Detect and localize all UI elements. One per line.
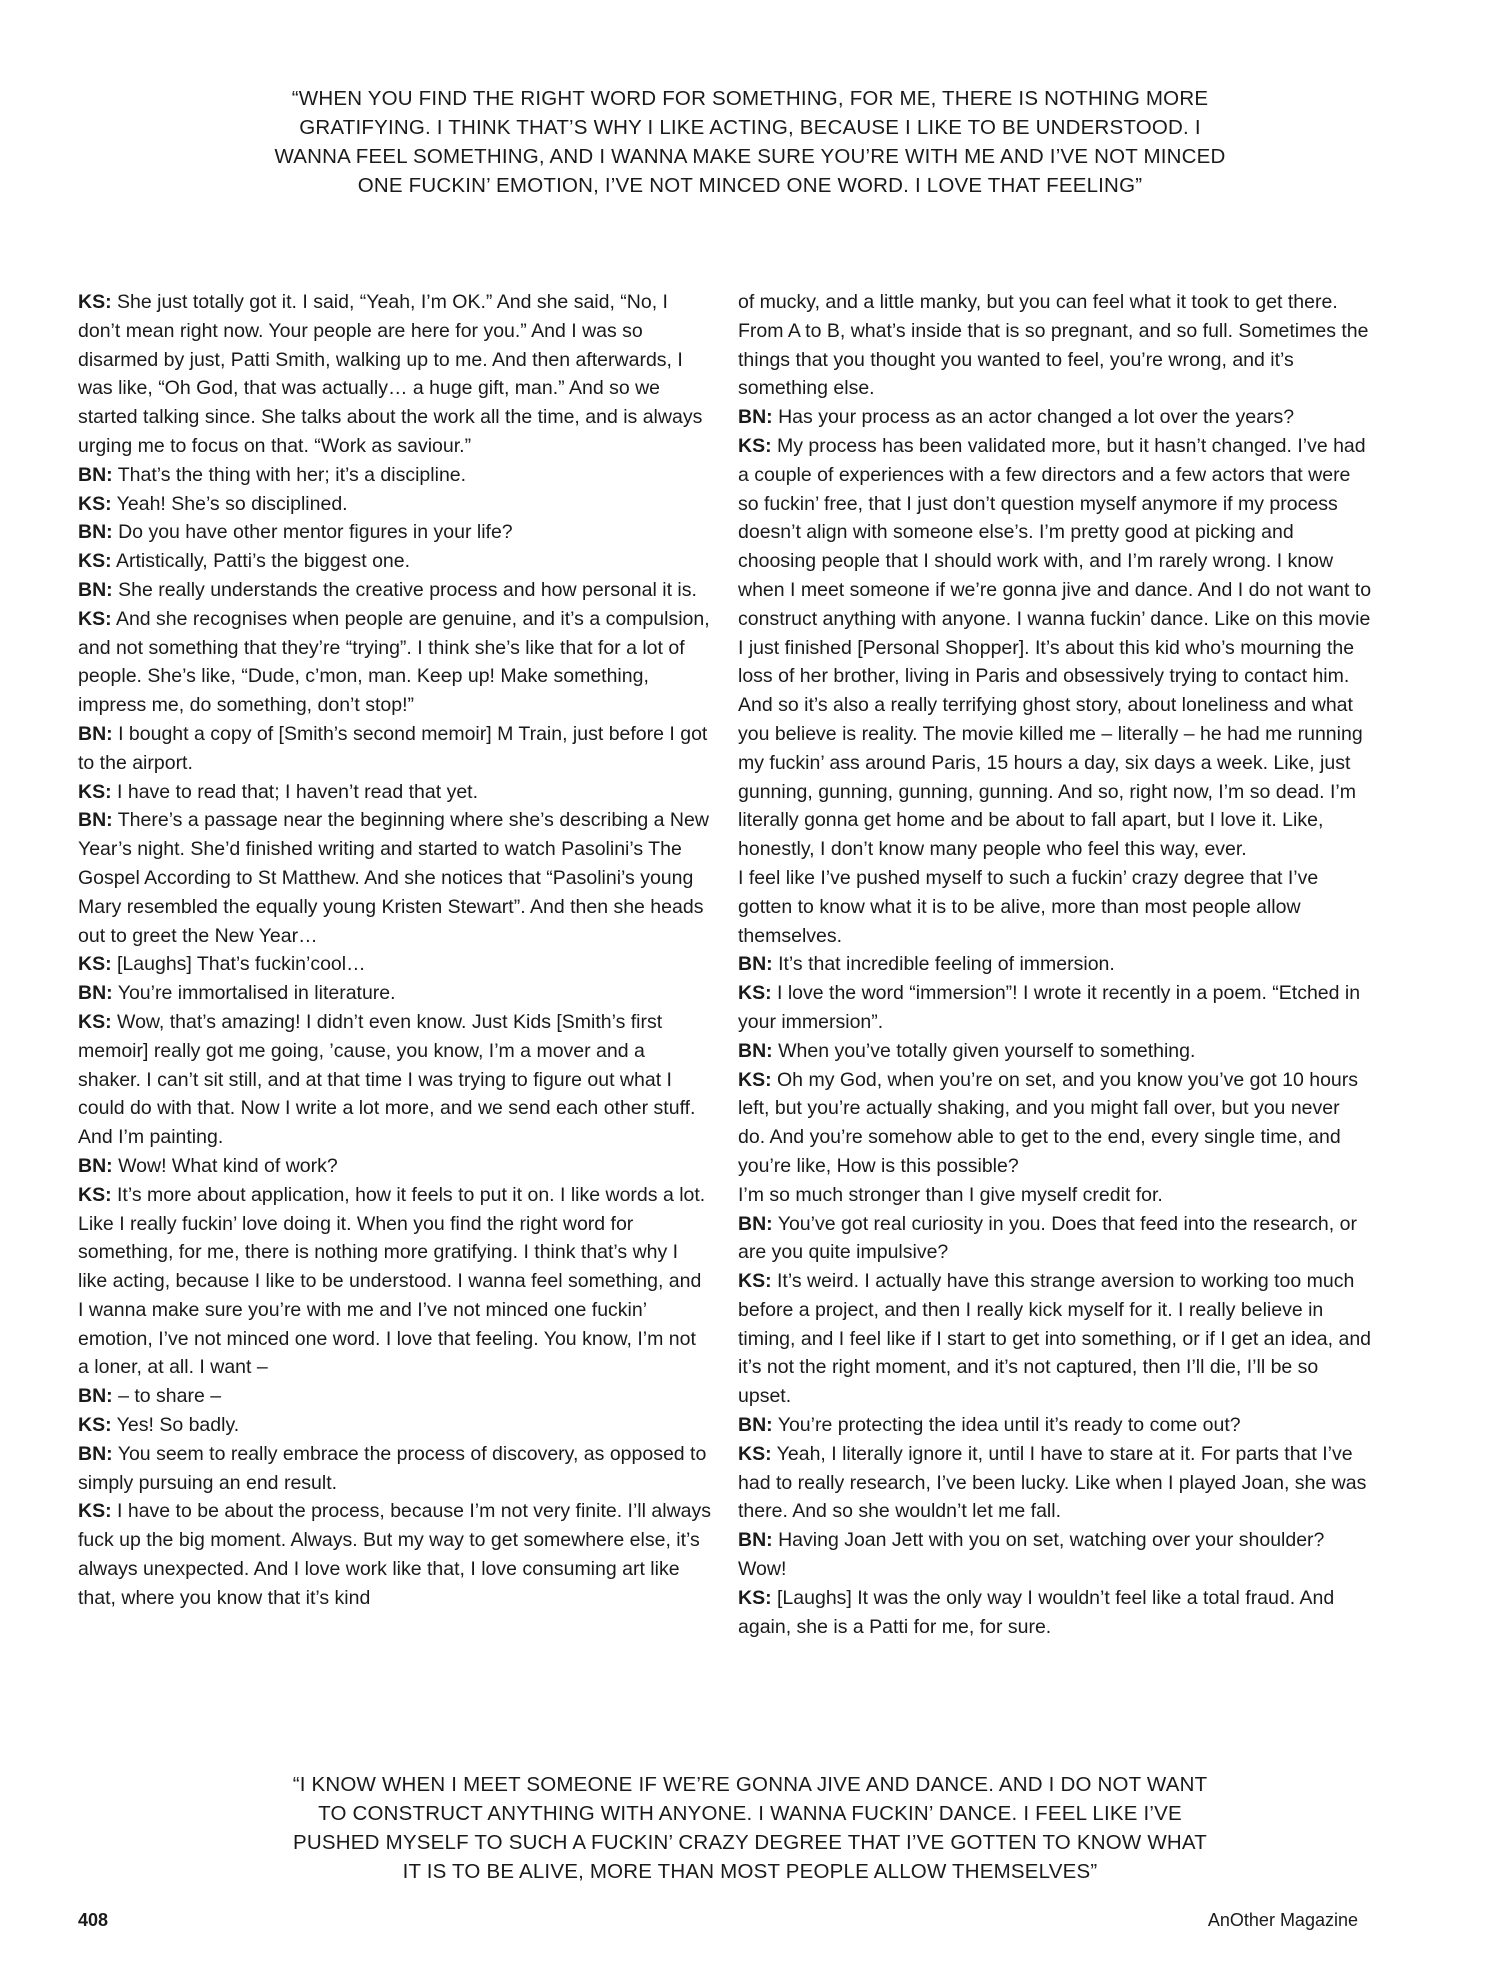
interview-paragraph	[78, 461, 712, 490]
speaker-label: BN:	[738, 1212, 773, 1235]
paragraph-text: I’m so much stronger than I give myself credit for.	[738, 1183, 1163, 1206]
paragraph-text: She really understands the creative process and how personal it is.	[118, 578, 697, 601]
interview-paragraph	[78, 1382, 712, 1411]
interview-paragraph	[78, 778, 712, 807]
speaker-label: BN:	[78, 722, 113, 745]
paragraph-text: [Laughs] That’s fuckin’cool…	[117, 953, 366, 976]
speaker-label: KS:	[78, 291, 112, 313]
interview-paragraph	[78, 547, 712, 576]
speaker-label: BN:	[738, 953, 773, 976]
interview-paragraph	[78, 1440, 712, 1498]
paragraph-text: Yeah, I literally ignore it, until I have to stare at it. For parts that I’ve had to really research, I’ve been lucky. Like when I played Joan, she was there. And so she wouldn’t let me fall.	[738, 1442, 1367, 1523]
interview-paragraph	[78, 1411, 712, 1440]
paragraph-text: When you’ve totally given yourself to something.	[778, 1039, 1196, 1062]
speaker-label: BN:	[738, 1039, 773, 1062]
speaker-label: KS:	[738, 982, 772, 1005]
interview-paragraph	[738, 1181, 1372, 1210]
interview-column-right	[738, 288, 1372, 1641]
paragraph-text: And she recognises when people are genuine, and it’s a compulsion, and not something that they’re “trying”. I think she’s like that for a lot of people. She’s like, “Dude, c’mon, man. Keep up! Make something, impress me, do something, don’t stop!”	[78, 607, 710, 717]
magazine-name: AnOther Magazine	[1207, 1910, 1358, 1930]
interview-paragraph	[738, 950, 1372, 979]
speaker-label: BN:	[738, 1529, 773, 1552]
paragraph-text: It’s weird. I actually have this strange aversion to working too much before a project, and then I really kick myself for it. I really believe in timing, and I feel like if I start to get into something, or if I get an idea, and it’s not the right moment, and it’s not captured, then I’ll die, I’ll be so upset.	[738, 1270, 1372, 1408]
speaker-label: KS:	[738, 1442, 772, 1465]
speaker-label: KS:	[78, 550, 112, 573]
paragraph-text: Has your process as an actor changed a lot over the years?	[778, 406, 1295, 429]
paragraph-text: You’re immortalised in literature.	[117, 982, 396, 1005]
paragraph-text: Yeah! She’s so disciplined.	[116, 492, 348, 515]
interview-paragraph	[738, 1066, 1372, 1181]
interview-paragraph	[78, 576, 712, 605]
interview-paragraph	[738, 1526, 1372, 1584]
speaker-label: BN:	[78, 463, 113, 486]
interview-paragraph	[738, 1440, 1372, 1526]
interview-paragraph	[738, 864, 1372, 950]
interview-paragraph	[78, 720, 712, 778]
speaker-label: KS:	[78, 780, 112, 803]
interview-paragraph	[738, 979, 1372, 1037]
interview-paragraph	[78, 1008, 712, 1152]
pull-quote-top: “WHEN YOU FIND THE RIGHT WORD FOR SOMETHING, FOR ME, THERE IS NOTHING MORE GRATIFYING. I THINK THAT’S WHY I LIKE ACTING, BECAUSE I LIKE TO BE UNDERSTOOD. I WANNA FEEL SOMETHING, AND I WANNA MAKE SURE YOU’RE WITH ME AND I’VE NOT MINCED ONE FUCKIN’ EMOTION, I’VE NOT MINCED ONE WORD. I LOVE THAT FEELING”	[274, 87, 1226, 197]
speaker-label: BN:	[738, 1414, 773, 1437]
speaker-label: KS:	[78, 1010, 112, 1033]
interview-paragraph	[78, 490, 712, 519]
paragraph-text: Oh my God, when you’re on set, and you know you’ve got 10 hours left, but you’re actually shaking, and you might fall over, but you never do. And you’re somehow able to get to the end, every single time, and you’re like, How is this possible?	[738, 1068, 1359, 1177]
paragraph-text: Artistically, Patti’s the biggest one.	[115, 550, 411, 573]
interview-column-left	[78, 288, 712, 1613]
interview-paragraph	[738, 1584, 1372, 1642]
speaker-label: BN:	[78, 521, 113, 544]
speaker-label: BN:	[738, 406, 773, 429]
interview-paragraph	[738, 403, 1372, 432]
speaker-label: BN:	[78, 809, 113, 832]
interview-paragraph	[78, 288, 712, 461]
interview-paragraph	[78, 1497, 712, 1612]
interview-paragraph	[78, 806, 712, 950]
interview-paragraph	[738, 1411, 1372, 1440]
speaker-label: KS:	[78, 1183, 112, 1206]
paragraph-text: of mucky, and a little manky, but you can feel what it took to get there. From A to B, what’s inside that is so pregnant, and so full. Sometimes the things that you thought you wanted to feel, you’re wrong, and it’s something else.	[738, 291, 1369, 400]
interview-paragraph	[738, 1037, 1372, 1066]
interview-paragraph	[78, 518, 712, 547]
speaker-label: KS:	[738, 1586, 772, 1609]
paragraph-text: Wow, that’s amazing! I didn’t even know. Just Kids [Smith’s first memoir] really got me going, ’cause, you know, I’m a mover and a shaker. I can’t sit still, and at that time I was trying to figure out what I could do with that. Now I write a lot more, and we send each other stuff. And I’m painting.	[78, 1010, 696, 1149]
interview-paragraph	[738, 288, 1372, 403]
paragraph-text: I feel like I’ve pushed myself to such a fuckin’ crazy degree that I’ve gotten to know what it is to be alive, more than most people allow themselves.	[738, 866, 1319, 947]
paragraph-text: [Laughs] It was the only way I wouldn’t feel like a total fraud. And again, she is a Patti for me, for sure.	[738, 1586, 1335, 1638]
paragraph-text: She just totally got it. I said, “Yeah, I’m OK.” And she said, “No, I don’t mean right now. Your people are here for you.” And I was so disarmed by just, Patti Smith, walking up to me. And then afterwards, I was like, “Oh God, that was actually… a huge gift, man.” And so we started talking since. She talks about the work all the time, and is always urging me to focus on that. “Work as saviour.”	[78, 291, 703, 457]
speaker-label: KS:	[738, 434, 772, 457]
paragraph-text: It’s that incredible feeling of immersion.	[778, 953, 1115, 976]
interview-paragraph	[78, 950, 712, 979]
speaker-label: BN:	[78, 982, 113, 1005]
speaker-label: BN:	[78, 1442, 113, 1465]
interview-paragraph	[78, 1152, 712, 1181]
paragraph-text: I have to read that; I haven’t read that yet.	[117, 780, 478, 803]
paragraph-text: Wow! What kind of work?	[118, 1154, 338, 1177]
speaker-label: BN:	[78, 578, 113, 601]
speaker-label: BN:	[78, 1385, 113, 1408]
speaker-label: KS:	[78, 1414, 112, 1437]
paragraph-text: Having Joan Jett with you on set, watching over your shoulder? Wow!	[738, 1529, 1325, 1581]
paragraph-text: You’ve got real curiosity in you. Does that feed into the research, or are you quite impulsive?	[738, 1212, 1357, 1264]
paragraph-text: Yes! So badly.	[116, 1414, 240, 1437]
interview-paragraph	[78, 1181, 712, 1383]
speaker-label: KS:	[738, 1068, 772, 1091]
speaker-label: KS:	[738, 1270, 772, 1293]
speaker-label: KS:	[78, 607, 112, 630]
paragraph-text: I love the word “immersion”! I wrote it recently in a poem. “Etched in your immersion”.	[738, 982, 1361, 1033]
speaker-label: KS:	[78, 953, 112, 976]
paragraph-text: You’re protecting the idea until it’s ready to come out?	[777, 1414, 1241, 1437]
paragraph-text: There’s a passage near the beginning where she’s describing a New Year’s night. She’d finished writing and started to watch Pasolini’s The Gospel According to St Matthew. And she notices that “Pasolini’s young Mary resembled the equally young Kristen Stewart”. And then she heads out to greet the New Year…	[78, 809, 709, 947]
paragraph-text: Do you have other mentor figures in your life?	[118, 521, 513, 544]
interview-paragraph	[738, 1267, 1372, 1411]
speaker-label: BN:	[78, 1154, 113, 1177]
speaker-label: KS:	[78, 492, 112, 515]
paragraph-text: It’s more about application, how it feels to put it on. I like words a lot. Like I really fuckin’ love doing it. When you find the right word for something, for me, there is nothing more gratifying. I think that’s why I like acting, because I like to be understood. I wanna feel something, and I wanna make sure you’re with me and I’ve not minced one fuckin’ emotion, I’ve not minced one word. I love that feeling. You know, I’m not a loner, at all. I want –	[78, 1183, 706, 1379]
interview-paragraph	[738, 432, 1372, 864]
paragraph-text: – to share –	[118, 1385, 222, 1408]
interview-paragraph	[78, 979, 712, 1008]
paragraph-text: I have to be about the process, because I’m not very finite. I’ll always fuck up the big moment. Always. But my way to get somewhere else, it’s always unexpected. And I love work like that, I love consuming art like that, where you know that it’s kind	[78, 1500, 711, 1609]
paragraph-text: You seem to really embrace the process of discovery, as opposed to simply pursuing an end result.	[78, 1442, 707, 1494]
interview-paragraph	[78, 605, 712, 720]
paragraph-text: My process has been validated more, but it hasn’t changed. I’ve had a couple of experiences with a few directors and a few actors that were so fuckin’ free, that I just don’t question myself anymore if my process doesn’t align with someone else’s. I’m pretty good at picking and choosing people that I should work with, and I’m rarely wrong. I know when I meet someone if we’re gonna jive and dance. And I do not want to construct anything with anyone. I wanna fuckin’ dance. Like on this movie I just finished [Personal Shopper]. It’s about this kid who’s mourning the loss of her brother, living in Paris and obsessively trying to contact him. And so it’s also a really terrifying ghost story, about loneliness and what you believe is reality. The movie killed me – literally – he had me running my fuckin’ ass around Paris, 15 hours a day, six days a week. Like, just gunning, gunning, gunning, gunning. And so, right now, I’m so dead. I’m literally gonna get home and be about to fall apart, but I love it. Like, honestly, I don’t know many people who feel this way, ever.	[738, 434, 1372, 861]
interview-paragraph	[738, 1210, 1372, 1268]
page-number: 408	[78, 1910, 109, 1930]
paragraph-text: I bought a copy of [Smith’s second memoir] M Train, just before I got to the airport.	[78, 722, 708, 774]
speaker-label: KS:	[78, 1500, 112, 1523]
pull-quote-bottom: “I KNOW WHEN I MEET SOMEONE IF WE’RE GONNA JIVE AND DANCE. AND I DO NOT WANT TO CONSTRUCT ANYTHING WITH ANYONE. I WANNA FUCKIN’ DANCE. I FEEL LIKE I’VE PUSHED MYSELF TO SUCH A FUCKIN’ CRAZY DEGREE THAT I’VE GOTTEN TO KNOW WHAT IT IS TO BE ALIVE, MORE THAN MOST PEOPLE ALLOW THEMSELVES”	[292, 1773, 1208, 1883]
paragraph-text: That’s the thing with her; it’s a discipline.	[117, 463, 467, 486]
